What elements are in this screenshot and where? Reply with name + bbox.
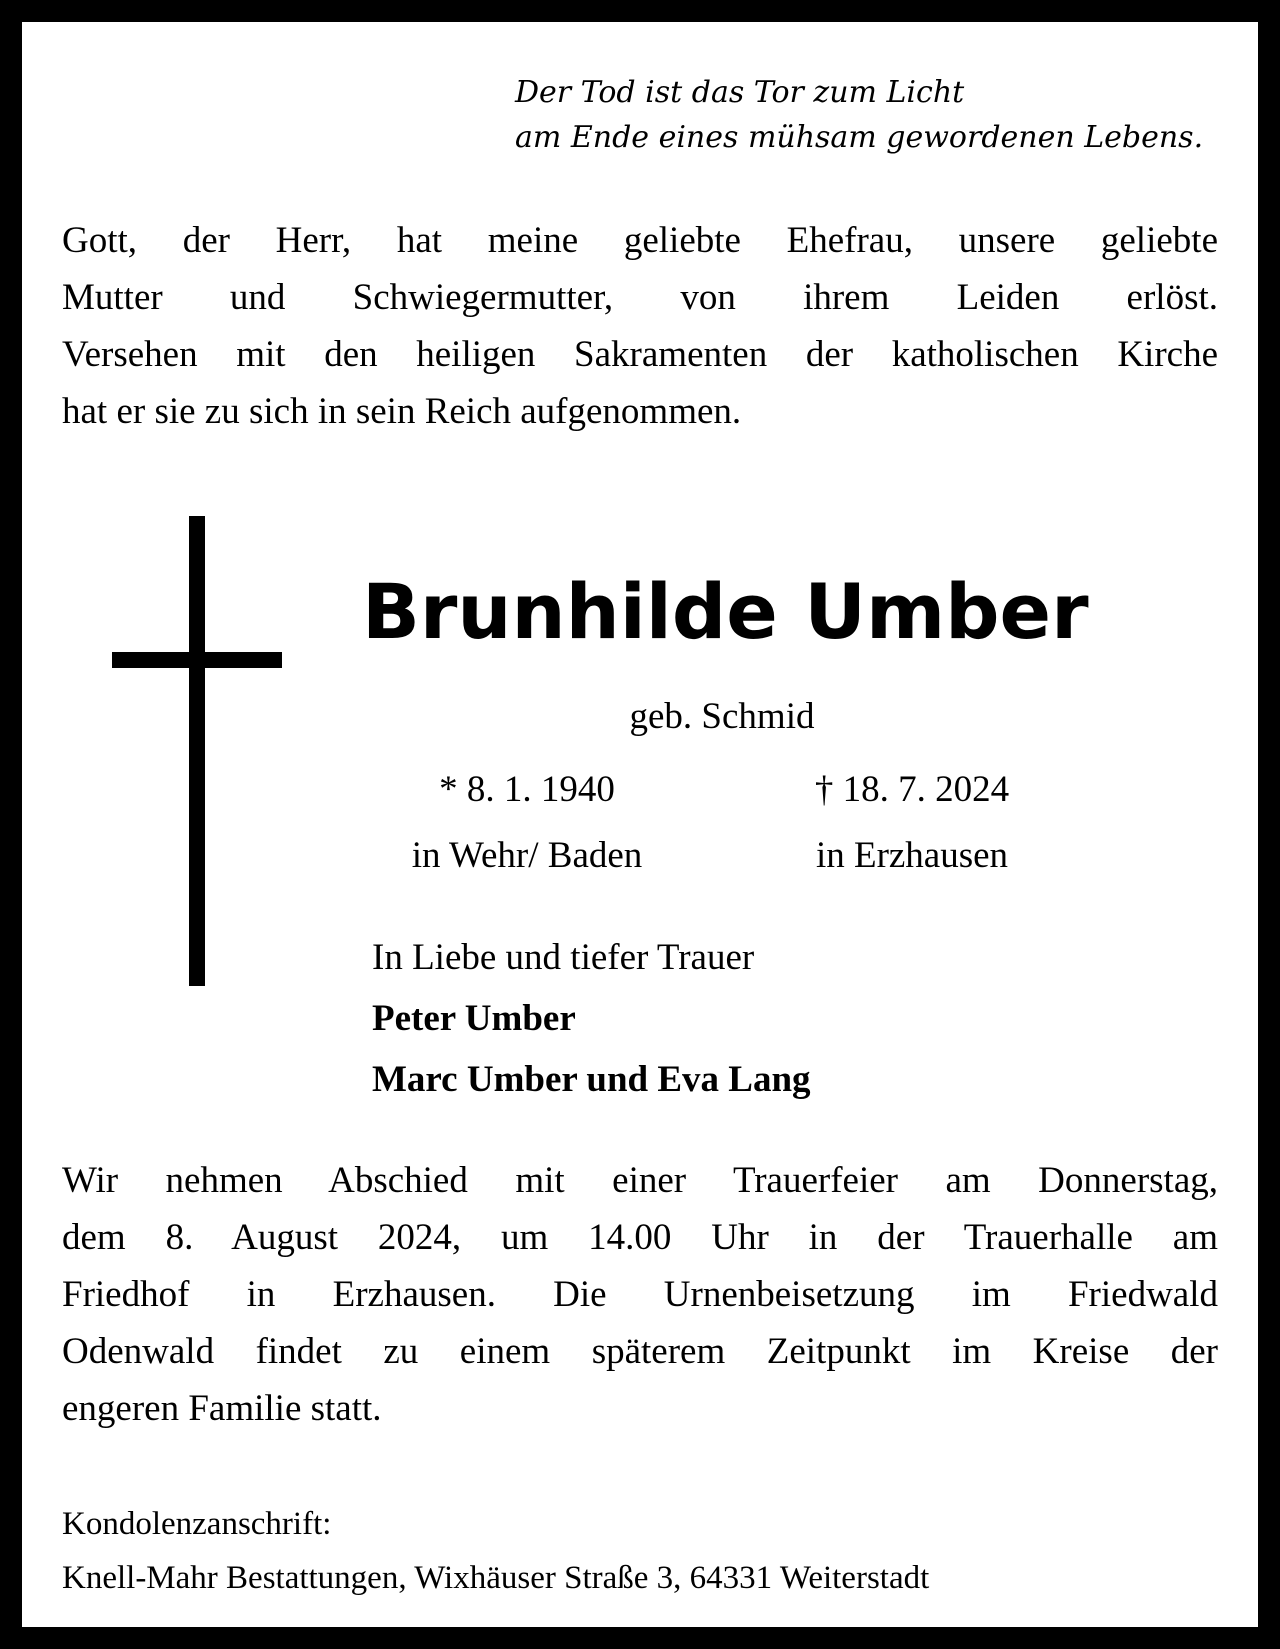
motto-quote [515, 70, 1203, 160]
condolence-label: Kondolenzanschrift: [62, 1506, 332, 1542]
ceremony-line-2: dem 8. August 2024, um 14.00 Uhr in der Trauerhalle am [62, 1217, 1218, 1258]
birth-place: in Wehr/ Baden [411, 835, 643, 876]
intro-line-2: Mutter und Schwiegermutter, von ihrem Leiden erlöst. [62, 277, 1218, 318]
intro-line-3: Versehen mit den heiligen Sakramenten der katholischen Kirche [62, 334, 1218, 375]
motto-line-2: am Ende eines mühsam gewordenen Lebens. [515, 120, 1204, 155]
cross-horizontal-bar [112, 652, 282, 668]
death-info [762, 757, 1062, 889]
ceremony-line-4: Odenwald findet zu einem späterem Zeitpunkt im Kreise der [62, 1331, 1218, 1372]
ceremony-line-3: Friedhof in Erzhausen. Die Urnenbeisetzung im Friedwald [62, 1274, 1218, 1315]
mourner-name: Marc Umber und Eva Lang [372, 1059, 811, 1100]
motto-line-1: Der Tod ist das Tor zum Licht [515, 75, 965, 110]
intro-line-1: Gott, der Herr, hat meine geliebte Ehefrau, unsere geliebte [62, 220, 1218, 261]
ceremony-line-5: engeren Familie statt. [62, 1388, 382, 1429]
deceased-name: Brunhilde Umber [362, 567, 1089, 656]
intro-paragraph [62, 212, 1218, 440]
cross-vertical-bar [189, 516, 205, 986]
birth-date: * 8. 1. 1940 [439, 769, 615, 810]
mourner-name: Peter Umber [372, 998, 576, 1039]
death-place: in Erzhausen [815, 835, 1009, 876]
intro-line-4: hat er sie zu sich in sein Reich aufgenommen. [62, 391, 742, 432]
obituary-notice [22, 22, 1258, 1627]
maiden-name: geb. Schmid [629, 696, 815, 737]
death-date: † 18. 7. 2024 [814, 769, 1010, 810]
condolence-address-block [62, 1497, 929, 1605]
mourners-intro: In Liebe und tiefer Trauer [372, 937, 755, 978]
birth-info [362, 757, 692, 889]
mourners-block [372, 927, 811, 1110]
latin-cross-icon [112, 516, 282, 986]
ceremony-line-1: Wir nehmen Abschied mit einer Trauerfeier am Donnerstag, [62, 1160, 1218, 1201]
ceremony-paragraph [62, 1152, 1218, 1437]
condolence-address: Knell-Mahr Bestattungen, Wixhäuser Straße 3, 64331 Weiterstadt [62, 1560, 930, 1596]
